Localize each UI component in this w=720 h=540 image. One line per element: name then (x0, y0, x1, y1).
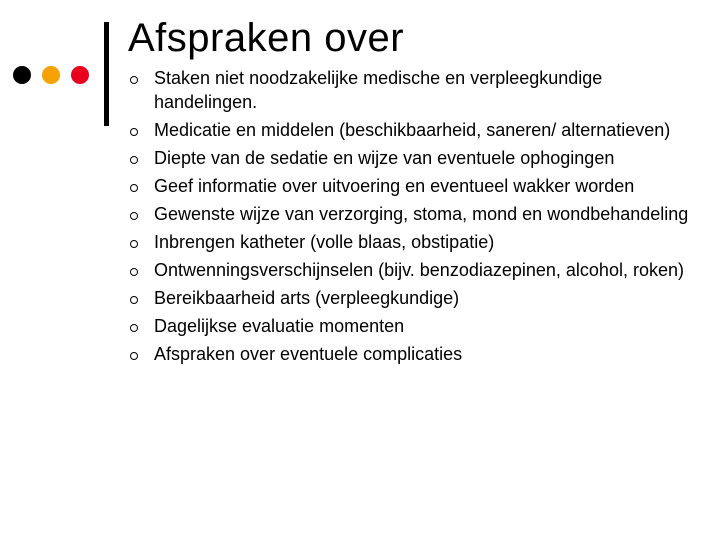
bullet-circle-icon (128, 66, 154, 90)
bullet-text: Staken niet noodzakelijke medische en verpleegkundige handelingen. (154, 68, 603, 112)
list-item (128, 146, 708, 170)
list-item (128, 342, 708, 366)
bullet-text: Dagelijkse evaluatie momenten (154, 316, 405, 336)
list-item (128, 286, 708, 310)
bullet-text: Bereikbaarheid arts (verpleegkundige) (154, 288, 460, 308)
bullet-text: Diepte van de sedatie en wijze van eventuele ophogingen (154, 148, 615, 168)
slide-title: Afspraken over (128, 16, 405, 60)
bullet-circle-icon (128, 118, 154, 142)
bullet-circle-icon (128, 286, 154, 310)
bullet-circle-icon (128, 202, 154, 226)
bullet-text: Ontwenningsverschijnselen (bijv. benzodiazepinen, alcohol, roken) (154, 260, 684, 280)
list-item (128, 202, 708, 226)
bullet-circle-icon (128, 146, 154, 170)
bullet-circle-icon (128, 314, 154, 338)
bullet-circle-icon (128, 342, 154, 366)
bullet-text: Geef informatie over uitvoering en eventueel wakker worden (154, 176, 635, 196)
bullet-text: Medicatie en middelen (beschikbaarheid, saneren/ alternatieven) (154, 120, 671, 140)
list-item (128, 314, 708, 338)
red-dot-icon (71, 66, 89, 84)
black-dot-icon (13, 66, 31, 84)
bullet-text: Afspraken over eventuele complicaties (154, 344, 463, 364)
vertical-divider (104, 22, 109, 126)
list-item (128, 66, 708, 114)
bullet-circle-icon (128, 174, 154, 198)
bullet-circle-icon (128, 258, 154, 282)
orange-dot-icon (42, 66, 60, 84)
bullet-list (128, 66, 708, 370)
bullet-circle-icon (128, 230, 154, 254)
list-item (128, 174, 708, 198)
list-item (128, 230, 708, 254)
bullet-text: Inbrengen katheter (volle blaas, obstipatie) (154, 232, 495, 252)
list-item (128, 258, 708, 282)
bullet-text: Gewenste wijze van verzorging, stoma, mond en wondbehandeling (154, 204, 689, 224)
list-item (128, 118, 708, 142)
